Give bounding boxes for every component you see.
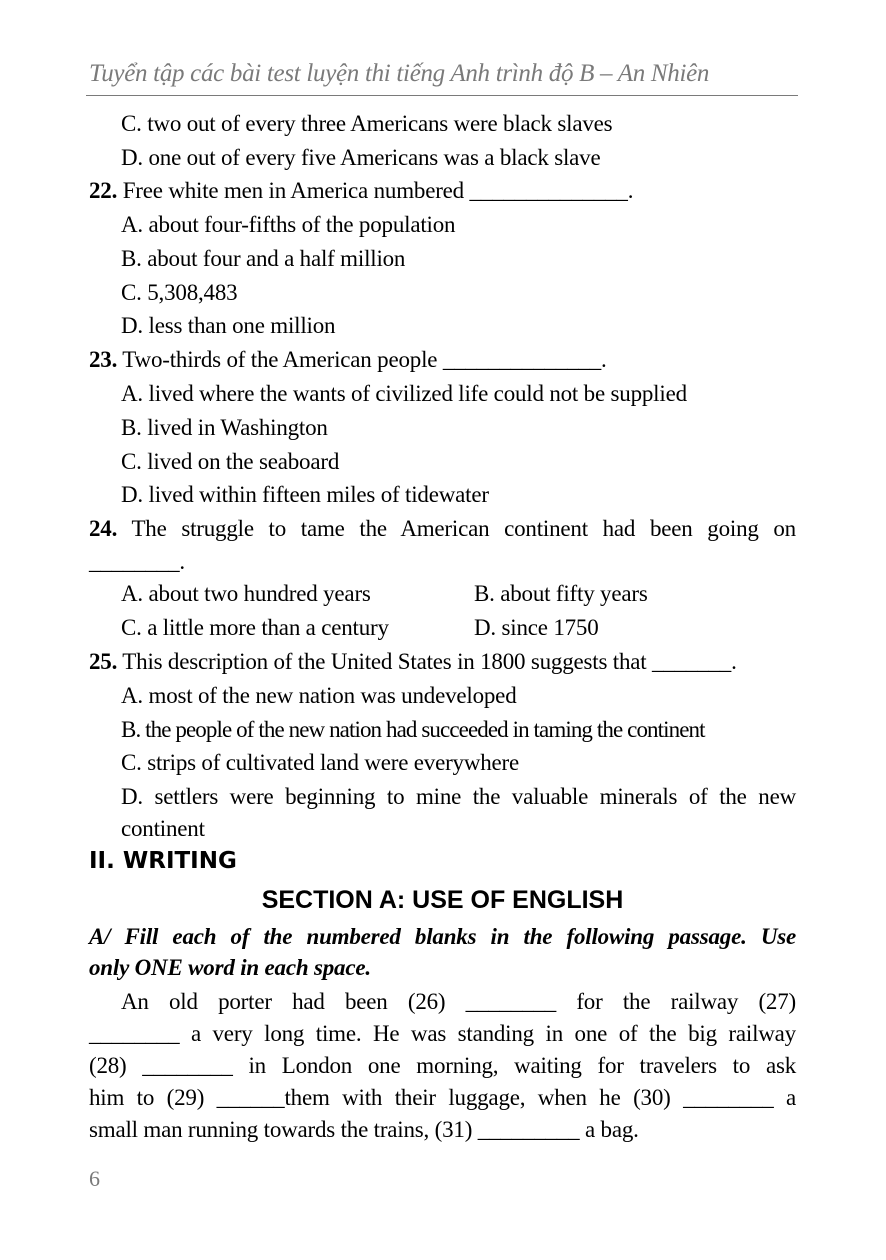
q21-option-d: D. one out of every five Americans was a black slave [121,145,601,170]
q23-option-d: D. lived within fifteen miles of tidewater [121,482,489,507]
passage-line: (28) ________ in London one morning, waiting for travelers to ask [89,1053,796,1078]
q25-option-d-cont: continent [121,816,205,841]
instruction-line-1: A/ Fill each of the numbered blanks in the following passage. Use [89,924,796,949]
q25-text: This description of the United States in 1800 suggests that _______. [117,649,737,674]
q22-option-c: C. 5,308,483 [121,280,238,305]
instruction-line-2: only ONE word in each space. [89,955,371,980]
running-header: Tuyển tập các bài test luyện thi tiếng Anh trình độ B – An Nhiên [89,60,710,87]
q22-option-b: B. about four and a half million [121,246,406,271]
q22-number: 22. [89,178,118,203]
q25-option-a: A. most of the new nation was undeveloped [121,683,517,708]
q24-stem [89,514,796,544]
q23-option-a: A. lived where the wants of civilized life could not be supplied [121,381,687,406]
passage-line: ________ a very long time. He was standing in one of the big railway [89,1021,796,1046]
q23-option-b: B. lived in Washington [121,415,328,440]
q24-option-a: A. about two hundred years [121,581,371,606]
q22-option-a: A. about four-fifths of the population [121,212,456,237]
q25-option-b: B. the people of the new nation had succeeded in taming the continent [121,717,705,742]
q24-option-c: C. a little more than a century [121,615,389,640]
q24-number: 24. [89,516,118,541]
q24-blank: ________. [89,549,185,574]
q22-text: Free white men in America numbered ______________. [117,178,634,203]
q23-option-c: C. lived on the seaboard [121,449,340,474]
q22-stem [89,176,633,206]
section-a-heading: SECTION A: USE OF ENGLISH [261,886,624,914]
passage-line: An old porter had been (26) ________ for the railway (27) [121,989,796,1014]
q25-number: 25. [89,649,118,674]
q21-option-c: C. two out of every three Americans were black slaves [121,111,613,136]
q25-option-c: C. strips of cultivated land were everywhere [121,750,520,775]
q24-option-b: B. about fifty years [474,581,648,606]
writing-heading: II. WRITING [89,848,237,874]
q23-text: Two-thirds of the American people ______________. [117,347,607,372]
q23-stem [89,345,607,375]
passage-line: small man running towards the trains, (31) _________ a bag. [89,1117,639,1142]
q24-text: The struggle to tame the American continent had been going on [117,516,796,541]
page-number: 6 [89,1166,100,1191]
q22-option-d: D. less than one million [121,313,336,338]
passage-line: him to (29) ______them with their luggage, when he (30) ________ a [89,1085,796,1110]
q23-number: 23. [89,347,118,372]
header-rule [86,95,798,96]
q24-option-d: D. since 1750 [474,615,599,640]
q25-stem [89,647,737,677]
q25-option-d: D. settlers were beginning to mine the valuable minerals of the new [121,784,796,809]
